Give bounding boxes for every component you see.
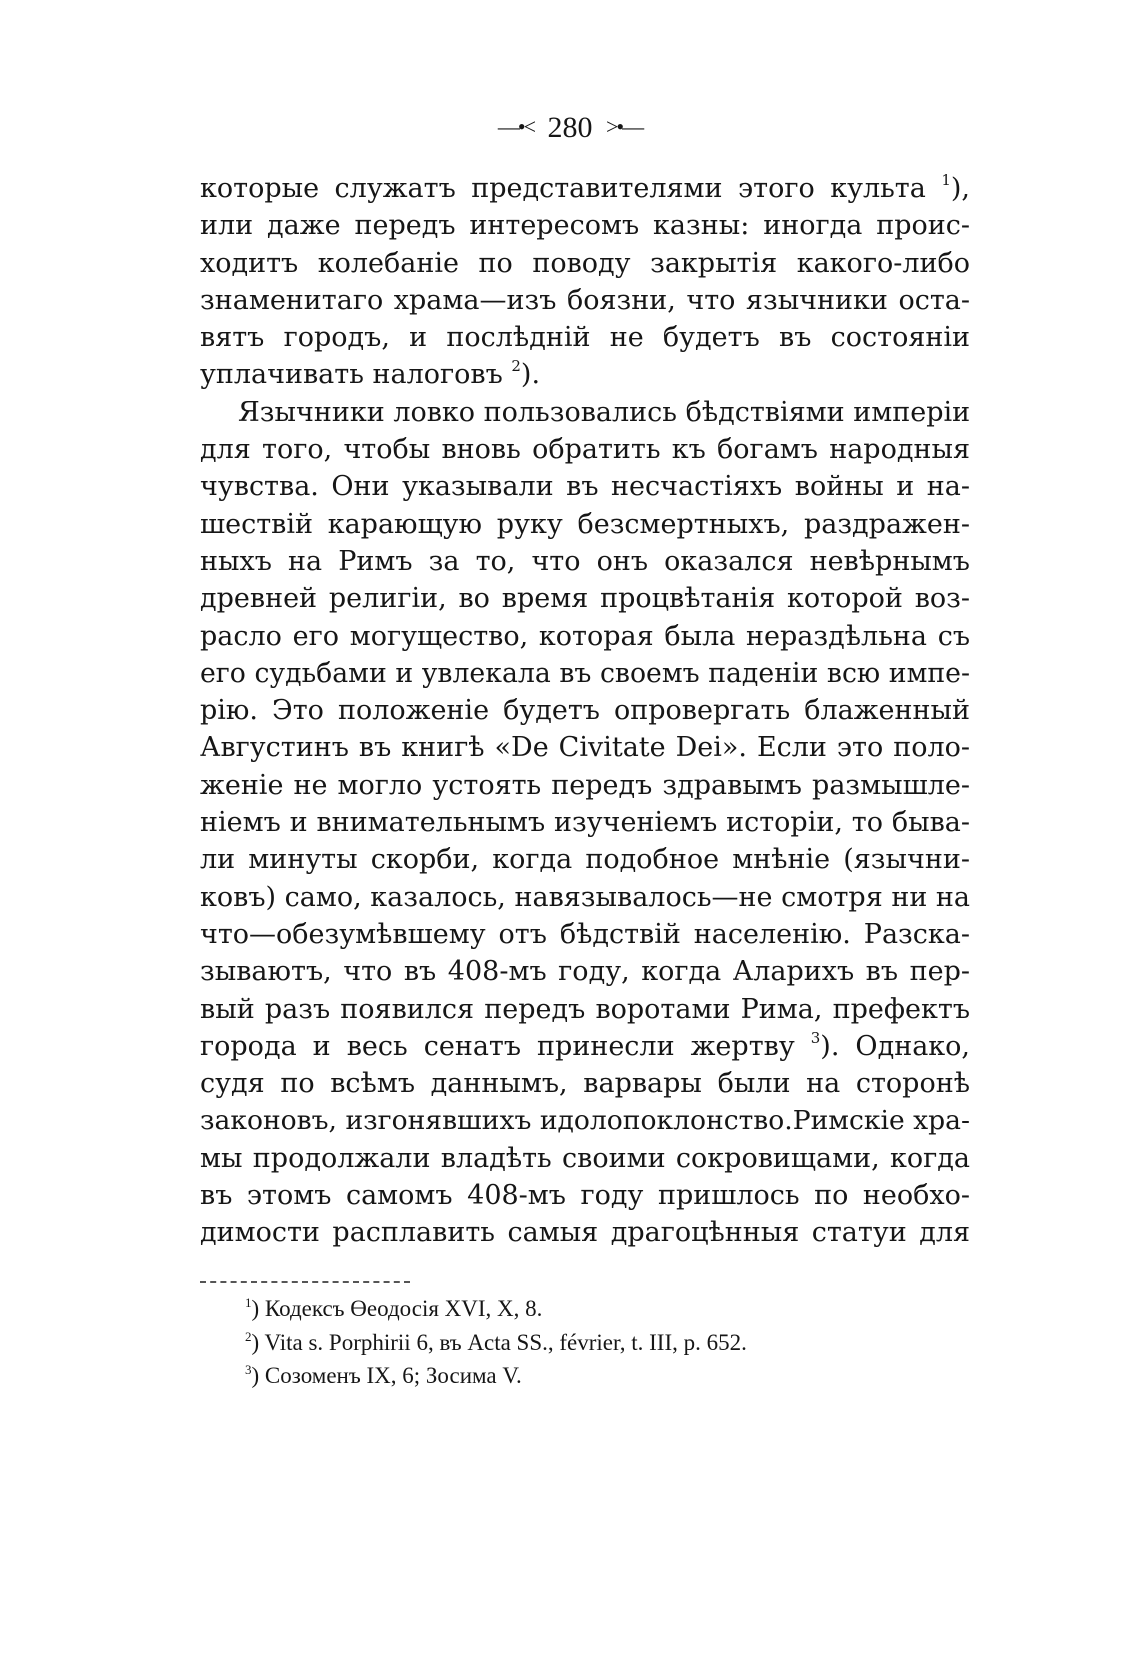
text-line: чувства. Они указывали въ несчастіяхъ войны и на-: [200, 471, 970, 503]
text-line: ходитъ колебаніе по поводу закрытія какого-либо: [200, 247, 970, 279]
page-number: 280: [547, 111, 593, 144]
footnote-mark: 3: [245, 1362, 252, 1377]
footnote: $^1$) Кодексъ Өеодосія XVI, X, 8.: [245, 1295, 543, 1321]
text-line: ніемъ и внимательнымъ изученіемъ исторіи, то бывa-: [200, 807, 970, 839]
text-line: его судьбами и увлекала въ своемъ паденіи всю импе-: [200, 657, 970, 689]
footnote-ref[interactable]: 3: [810, 1028, 821, 1047]
text-line: рію. Это положеніе будетъ опровергать блаженный: [200, 695, 970, 727]
text-line: Язычники ловко пользовались бѣдствіями имперіи: [238, 396, 971, 428]
footnote-ref[interactable]: 2: [511, 357, 521, 376]
header-ornament-right: >•—: [606, 114, 643, 139]
text-line: мы продолжали владѣть своими сокровищами, когда: [200, 1142, 970, 1174]
text-line: вятъ городъ, и послѣдній не будетъ въ состояніи: [200, 322, 970, 354]
text-line: зываютъ, что въ 408-мъ году, когда Аларихъ въ пер-: [200, 956, 970, 988]
text-line: знаменитаго храма—изъ боязни, что язычники оста-: [200, 284, 970, 316]
footnote-mark: 1: [245, 1295, 252, 1310]
text-line: въ этомъ самомъ 408-мъ году пришлось по необхо-: [200, 1180, 970, 1212]
footnotes: [245, 1292, 747, 1393]
text-line: что—обезумѣвшему отъ бѣдствій населенію. Разска-: [200, 918, 970, 950]
text-line: ковъ) само, казалось, навязывалось—не смотря ни на: [200, 881, 970, 913]
text-line: димости расплавить самыя драгоцѣнныя статуи для: [200, 1217, 970, 1249]
text-line: Августинъ въ книгѣ «De Civitate Dei». Если это поло-: [200, 732, 970, 764]
text-line: города и весь сенатъ принесли жертву $^3$). Однако,: [200, 1028, 971, 1062]
text-line: для того, чтобы вновь обратить къ богамъ народныя: [200, 434, 970, 466]
footnote: $^2$) Vita s. Porphirii 6, въ Acta SS., février, t. III, p. 652.: [245, 1328, 747, 1355]
footnote-mark: 2: [245, 1328, 252, 1344]
text-line: или даже передъ интересомъ казны: иногда проис-: [200, 210, 970, 242]
main-text: [200, 170, 970, 1252]
text-line: древней религіи, во время процвѣтанія которой воз-: [200, 583, 970, 615]
text-line: ныхъ на Римъ за то, что онъ оказался невѣрнымъ: [200, 545, 970, 577]
text-line: ли минуты скорби, когда подобное мнѣніе (язычни-: [200, 844, 970, 876]
page-header: [0, 112, 1140, 143]
text-line: законовъ, изгонявшихъ идолопоклонство.Римскіе хра-: [200, 1105, 970, 1137]
text-line: расло его могущество, которая была нераздѣльна съ: [200, 620, 970, 652]
text-line: которые служатъ представителями этого культа $^1$),: [200, 171, 970, 204]
text-line: судя по всѣмъ даннымъ, варвары были на сторонѣ: [200, 1068, 970, 1100]
footnote-divider: [200, 1281, 410, 1283]
text-line: женіе не могло устоять передъ здравымъ размышле-: [200, 769, 970, 801]
header-ornament-left: —•<: [497, 114, 534, 139]
text-line: шествій карающую руку безсмертныхъ, раздражен-: [200, 508, 970, 540]
text-line: вый разъ появился передъ воротами Рима, префектъ: [200, 993, 970, 1025]
footnote-ref[interactable]: 1: [941, 171, 951, 189]
footnote: $^3$) Созоменъ IX, 6; Зосима V.: [245, 1362, 522, 1388]
text-line: уплачивать налоговъ $^2$).: [200, 357, 541, 391]
